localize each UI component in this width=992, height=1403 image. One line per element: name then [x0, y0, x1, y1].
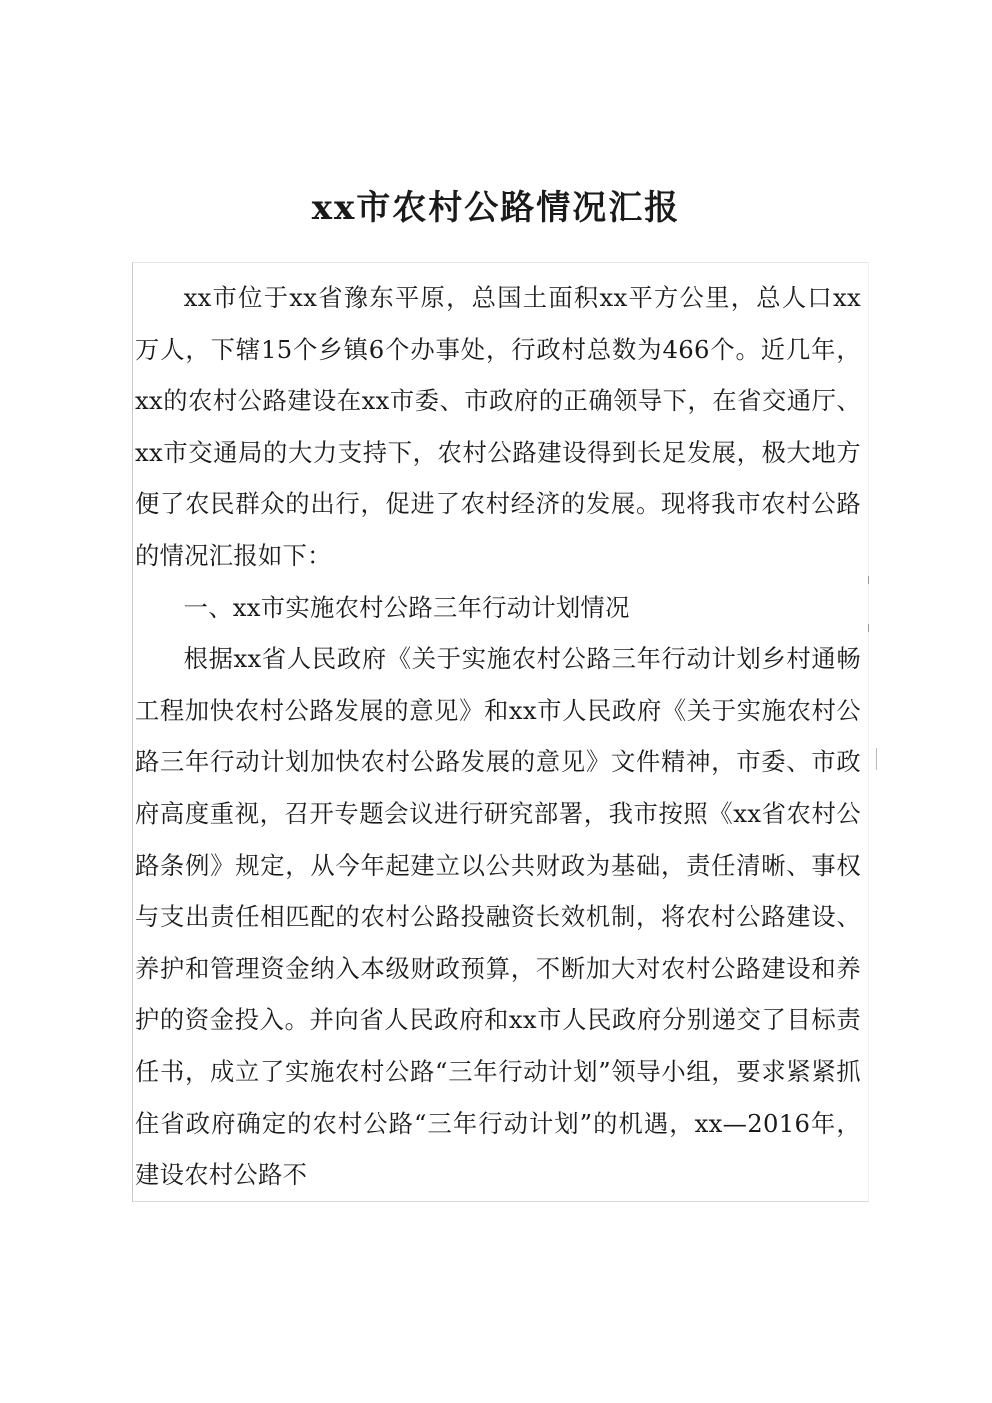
document-title: xx市农村公路情况汇报 [311, 188, 681, 228]
frame-margin-mark [876, 748, 877, 770]
paragraph-intro: xx市位于xx省豫东平原，总国土面积xx平方公里，总人口xx万人，下辖15个乡镇6个办事处，行政村总数为466个。近几年，xx的农村公路建设在xx市委、市政府的正确领导下，在省交通厅、xx市交通局的大力支持下，农村公路建设得到长足发展，极大地方便了农民群众的出行，促进了农村经济的发展。现将我市农村公路的情况汇报如下： [135, 283, 861, 570]
document-body [135, 272, 861, 1201]
section-heading: 一、xx市实施农村公路三年行动计划情况 [183, 592, 630, 622]
paragraph-section-1: 根据xx省人民政府《关于实施农村公路三年行动计划乡村通畅工程加快农村公路发展的意见》和xx市人民政府《关于实施农村公路三年行动计划加快农村公路发展的意见》文件精神，市委、市政府高度重视，召开专题会议进行研究部署，我市按照《xx省农村公路条例》规定，从今年起建立以公共财政为基础，责任清晰、事权与支出责任相匹配的农村公路投融资长效机制，将农村公路建设、养护和管理资金纳入本级财政预算，不断加大对农村公路建设和养护的资金投入。并向省人民政府和xx市人民政府分别递交了目标责任书，成立了实施农村公路“三年行动计划”领导小组，要求紧紧抓住省政府确定的农村公路“三年行动计划”的机遇，xx—2016年，建设农村公路不 [135, 644, 861, 1190]
frame-margin-mark [868, 576, 869, 584]
frame-margin-mark [868, 624, 869, 632]
